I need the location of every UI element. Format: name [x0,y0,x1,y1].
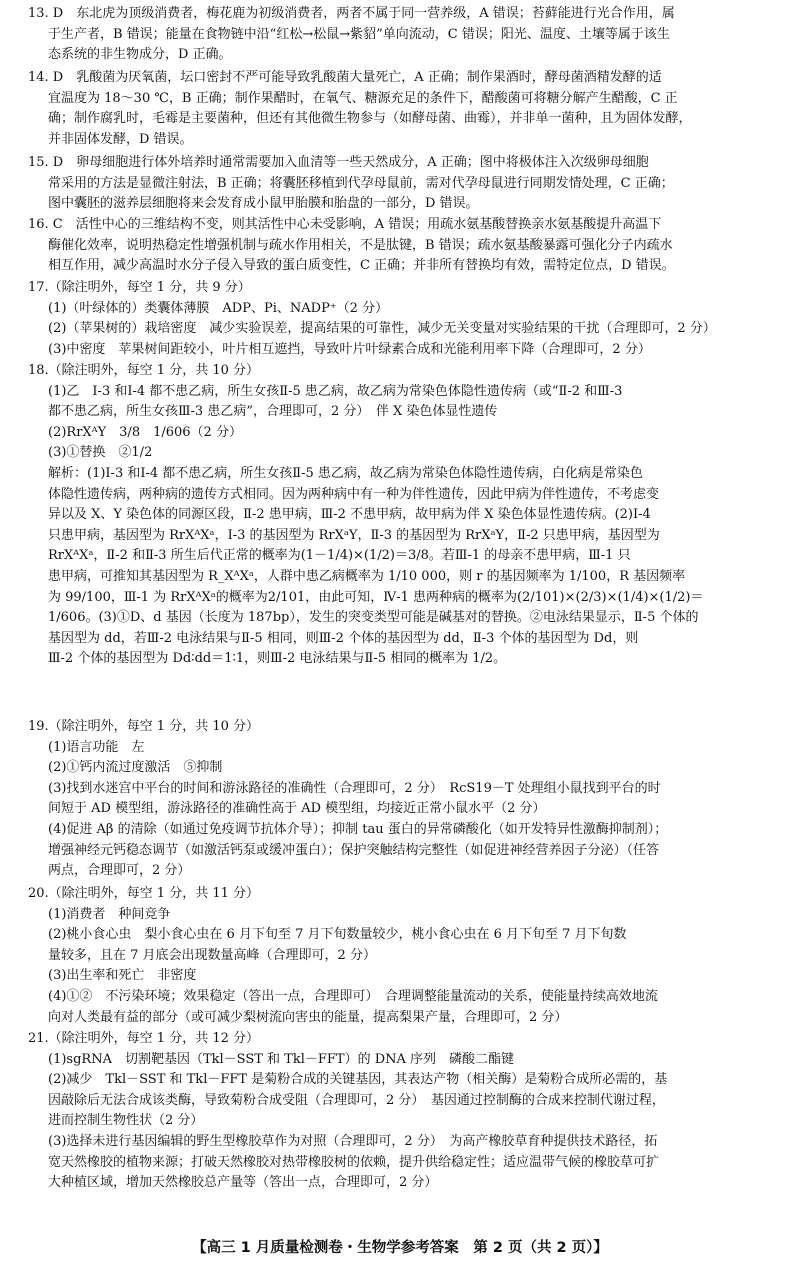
answer-18-line: RrXᴬXᵃ，Ⅱ-2 和Ⅱ-3 所生后代正常的概率为(1－1/4)×(1/2)＝3/8。若Ⅲ-1 的母亲不患甲病，Ⅲ-1 只 [48,548,631,564]
answer-21 [28,1029,772,1194]
answer-14 [28,68,772,150]
answer-19-line: (3)找到水迷宫中平台的时间和游泳路径的准确性（合理即可，2 分） RcS19－T 处理组小鼠找到平台的时 [48,780,661,796]
answer-21-line: 因敲除后无法合成该类酶，导致菊粉合成受阻（合理即可，2 分） 基因通过控制酶的合成来控制代谢过程， [48,1092,665,1108]
answer-13-line: 于生产者，B 错误；能量在食物链中沿“红松→松鼠→紫貂”单向流动，C 错误；阳光、温度、土壤等属于该生 [48,26,670,42]
answer-16 [28,215,772,277]
answer-19 [28,717,772,882]
answer-17-line: 17.（除注明外，每空 1 分，共 9 分） [28,280,251,295]
answer-14-line: 14. D 乳酸菌为厌氧菌，坛口密封不严可能导致乳酸菌大量死亡，A 正确；制作果酒时，酵母菌酒精发酵的适 [28,70,662,85]
page-footer: 【高三 1 月质量检测卷・生物学参考答案 第 2 页（共 2 页）】 [192,1240,608,1256]
answer-21-line: 21.（除注明外，每空 1 分，共 12 分） [28,1031,260,1046]
answer-19-line: (4)促进 Aβ 的清除（如通过免疫调节抗体介导）；抑制 tau 蛋白的异常磷酸化（如开发特异性激酶抑制剂）； [48,821,668,837]
answer-21-line: (2)减少 Tkl－SST 和 Tkl－FFT 是菊粉合成的关键基因，其表达产物（相关酶）是菊粉合成所必需的，基 [48,1072,668,1088]
answer-18-line: 都不患乙病，所生女孩Ⅲ-3 患乙病”，合理即可，2 分） 伴 X 染色体显性遗传 [48,404,498,420]
answer-20-line: (4)①② 不污染环境；效果稳定（答出一点，合理即可） 合理调整能量流动的关系，使能量持续高效地流 [48,988,658,1004]
answer-13-line: 13. D 东北虎为顶级消费者，梅花鹿为初级消费者，两者不属于同一营养级，A 错误；苔藓能进行光合作用，属 [28,6,675,21]
answer-18-line: (2)RrXᴬY 3/8 1/606（2 分） [48,424,242,440]
answer-21-line: 进而控制生物性状（2 分） [48,1113,204,1129]
answer-19-line: (2)①钙内流过度激活 ⑤抑制 [48,760,223,776]
answer-18-line: 只患甲病，基因型为 RrXᴬXᵃ，Ⅰ-3 的基因型为 RrXᵃY，Ⅱ-3 的基因型为 RrXᵃY，Ⅱ-2 只患甲病，基因型为 [48,527,660,543]
answer-18-line: 体隐性遗传病，两种病的遗传方式相同。因为两种病中有一种为伴性遗传，因此甲病为伴性遗传，不考虑变 [48,486,660,502]
answer-15-line: 图中囊胚的滋养层细胞将来会发育成小鼠甲胎膜和胎盘的一部分，D 错误。 [48,196,479,212]
answer-18-line: (1)乙 Ⅰ-3 和Ⅰ-4 都不患乙病，所生女孩Ⅱ-5 患乙病，故乙病为常染色体隐性遗传病（或“Ⅱ-2 和Ⅲ-3 [48,383,623,399]
answer-17-line: (3)中密度 苹果树间距较小，叶片相互遮挡，导致叶片叶绿素合成和光能利用率下降（合理即可，2 分） [48,341,651,357]
answer-18-line: Ⅲ-2 个体的基因型为 Dd∶dd＝1∶1，则Ⅲ-2 电泳结果与Ⅱ-5 相同的概率为 1/2。 [48,651,507,667]
answer-21-line: 大种植区域，增加天然橡胶总产量等（答出一点，合理即可，2 分） [48,1175,438,1191]
answer-18-line: 异以及 X、Y 染色体的同源区段，Ⅱ-2 患甲病，Ⅲ-2 不患甲病，故甲病为伴 X 染色体显性遗传病。(2)Ⅰ-4 [48,507,651,523]
answer-16-line: 酶催化效率，说明热稳定性增强机制与疏水作用相关，不是肽键，B 错误；疏水氨基酸暴露可强化分子内疏水 [48,237,673,253]
answer-18-line: 基因型为 dd，若Ⅲ-2 电泳结果与Ⅱ-5 相同，则Ⅲ-2 个体的基因型为 dd，Ⅱ-3 个体的基因型为 Dd，则 [48,630,639,646]
answer-20-line: (3)出生率和死亡 非密度 [48,968,197,984]
answer-19-line: 增强神经元钙稳态调节（如激活钙泵或缓冲蛋白）；保护突触结构完整性（如促进神经营养因子分泌）（任答 [48,842,660,858]
answer-17-line: (1)（叶绿体的）类囊体薄膜 ADP、Pi、NADP⁺（2 分） [48,300,389,316]
answer-20-line: 20.（除注明外，每空 1 分，共 11 分） [28,886,260,901]
answer-20-line: (1)消费者 种间竞争 [48,906,171,922]
answer-19-line: (1)语言功能 左 [48,739,145,755]
answer-15-line: 常采用的方法是显微注射法，B 正确；将囊胚移植到代孕母鼠前，需对代孕母鼠进行同期发情处理，C 正确； [48,175,674,191]
answer-13-line: 态系统的非生物成分，D 正确。 [48,47,232,63]
answer-20-line: (2)桃小食心虫 梨小食心虫在 6 月下旬至 7 月下旬数量较少，桃小食心虫在 6 月下旬至 7 月下旬数 [48,927,627,943]
answer-16-line: 16. C 活性中心的三维结构不变，则其活性中心未受影响，A 错误；用疏水氨基酸替换亲水氨基酸提升高温下 [28,217,662,232]
answer-21-line: 宽天然橡胶的植物来源；打破天然橡胶对热带橡胶树的依赖，提升供给稳定性；适应温带气候的橡胶草可扩 [48,1154,660,1170]
answer-16-line: 相互作用，减少高温时水分子侵入导致的蛋白质变性，C 正确；并非所有替换均有效，需特定位点，D 错误。 [48,258,675,274]
answer-21-line: (1)sgRNA 切割靶基因（Tkl－SST 和 Tkl－FFT）的 DNA 序列 磷酸二酯键 [48,1051,515,1067]
answer-20-line: 向对人类最有益的部分（或可减少梨树流向害虫的能量，提高梨果产量，合理即可，2 分） [48,1009,568,1025]
answer-20 [28,884,772,1028]
answer-18-line: (3)①替换 ②1/2 [48,445,153,461]
answer-13 [28,4,772,66]
answer-15-line: 15. D 卵母细胞进行体外培养时通常需要加入血清等一些天然成分，A 正确；图中将极体注入次级卵母细胞 [28,155,649,170]
answer-17-line: (2)（苹果树的）栽培密度 减少实验误差，提高结果的可靠性，减少无关变量对实验结果的干扰（合理即可，2 分） [48,321,716,337]
answer-18-line: 解析：(1)Ⅰ-3 和Ⅰ-4 都不患乙病，所生女孩Ⅱ-5 患乙病，故乙病为常染色体隐性遗传病，白化病是常染色 [48,465,643,481]
answer-20-line: 量较多，且在 7 月底会出现数量高峰（合理即可，2 分） [48,947,376,963]
answer-15 [28,153,772,215]
answer-21-line: (3)选择未进行基因编辑的野生型橡胶草作为对照（合理即可，2 分） 为高产橡胶草育种提供技术路径，拓 [48,1133,658,1149]
answer-18-line: 18.（除注明外，每空 1 分，共 10 分） [28,363,260,378]
answer-17 [28,278,772,360]
answer-18-line: 为 99/100，Ⅲ-1 为 RrXᴬXᵃ的概率为2/101，由此可知，Ⅳ-1 患两种病的概率为(2/101)×(2/3)×(1/4)×(1/2)＝ [48,589,704,605]
answer-14-line: 确；制作腐乳时，毛霉是主要菌种，但还有其他微生物参与（如酵母菌、曲霉），并非单一菌种，且为固体发酵， [48,111,692,127]
answer-19-line: 19.（除注明外，每空 1 分，共 10 分） [28,719,260,734]
answer-18-line: 1/606。(3)①D、d 基因（长度为 187bp），发生的突变类型可能是碱基对的替换。②电泳结果显示，Ⅱ-5 个体的 [48,610,699,626]
answer-19-line: 两点，合理即可，2 分） [48,863,191,879]
answer-14-line: 并非固体发酵，D 错误。 [48,131,193,147]
answer-18-line: 患甲病，可推知其基因型为 R_XᴬXᵃ，人群中患乙病概率为 1/10 000，则 r 的基因频率为 1/100，R 基因频率 [48,568,686,584]
answer-14-line: 宜温度为 18～30 ℃，B 正确；制作果醋时，在氧气、糖源充足的条件下，醋酸菌可将糖分解产生醋酸，C 正 [48,90,678,106]
answer-18 [28,361,772,670]
answer-19-line: 间短于 AD 模型组，游泳路径的准确性高于 AD 模型组，均接近正常小鼠水平（2 分） [48,801,546,817]
